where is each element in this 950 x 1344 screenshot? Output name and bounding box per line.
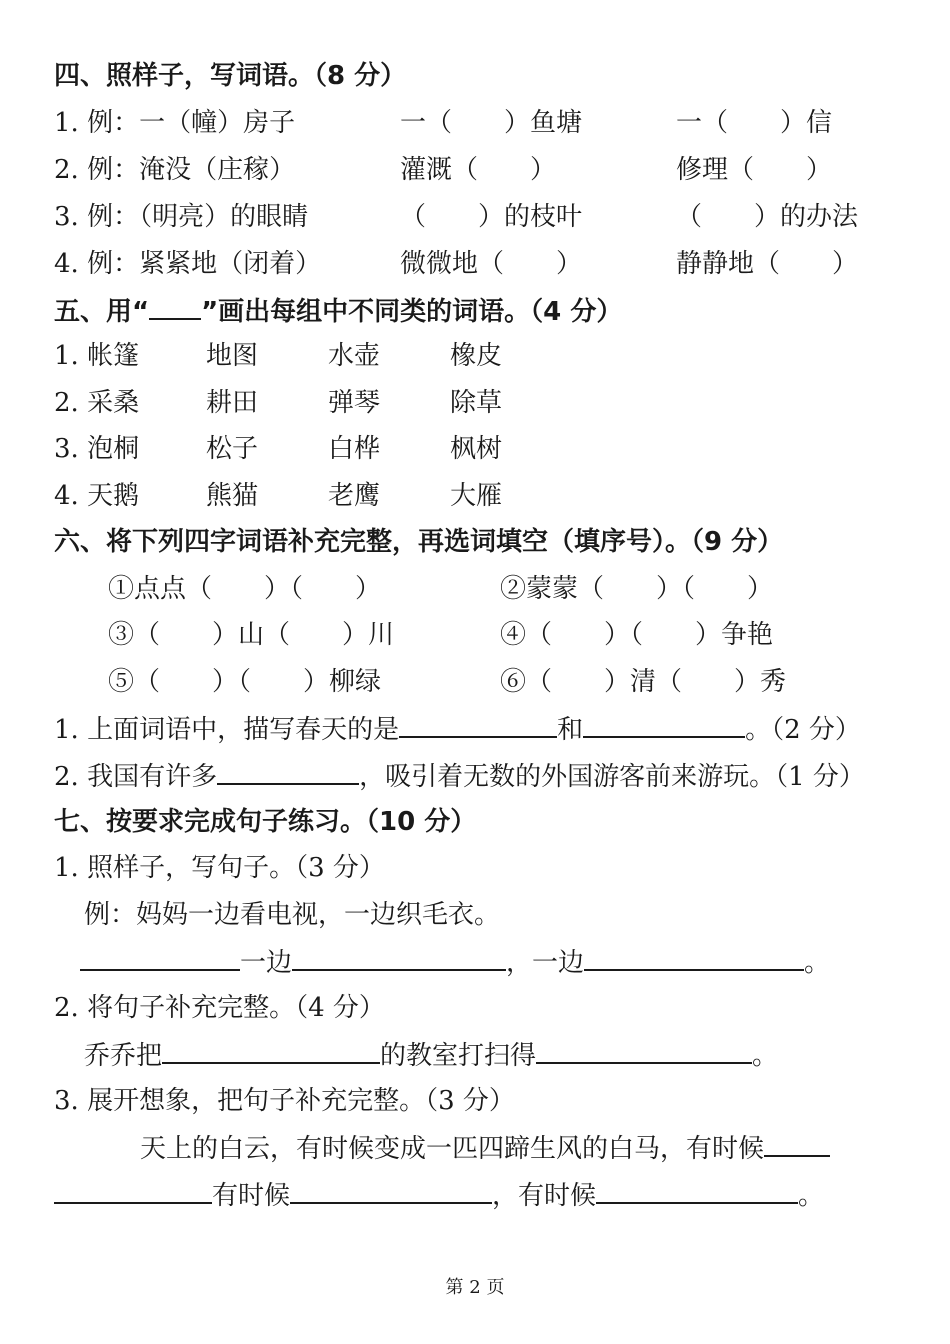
s4-row-3-blank-b: （ ）的办法 [676, 202, 859, 232]
s6-item: ⑤（ ）（ ）柳绿 [108, 667, 382, 697]
s7-q1-example: 例：妈妈一边看电视，一边织毛衣。 [84, 900, 501, 930]
s5-word: 1. 帐篷 [54, 341, 140, 371]
answer-blank[interactable] [80, 945, 240, 971]
s7-q3-part-b: ，有时候 [492, 1181, 597, 1211]
s6-q2-rest: ，吸引着无数的外国游客前来游玩。（1 分） [359, 762, 865, 792]
s6-q1-and: 和 [557, 715, 584, 745]
s5-word: 除草 [450, 388, 503, 418]
s6-q1-score: 。（2 分） [745, 715, 861, 745]
s6-q1-text: 1. 上面词语中，描写春天的是 [54, 715, 400, 745]
s7-q3-line-2 [54, 1178, 824, 1212]
s7-q1-part-b: ，一边 [506, 948, 585, 978]
s4-row-2-blank-a: 灌溉（ ） [400, 155, 557, 185]
s4-row-1-example: 1. 例：一（幢）房子 [54, 108, 296, 138]
s6-item: ④（ ）（ ）争艳 [500, 620, 774, 650]
s6-item: ⑥（ ）清（ ）秀 [500, 667, 787, 697]
section-5-title [54, 294, 622, 328]
s4-row-1-blank-a: 一（ ）鱼塘 [400, 108, 583, 138]
s7-q1-end: 。 [804, 948, 831, 978]
s7-q1-title: 1. 照样子，写句子。（3 分） [54, 853, 385, 883]
s5-word: 枫树 [450, 434, 503, 464]
s5-word: 白桦 [328, 434, 381, 464]
answer-blank[interactable] [54, 1178, 212, 1204]
s6-item: ①点点（ ）（ ） [108, 574, 382, 604]
answer-blank[interactable] [217, 759, 359, 785]
s6-item: ③（ ）山（ ）川 [108, 620, 395, 650]
s5-word: 弹琴 [328, 388, 381, 418]
s5-word: 水壶 [328, 341, 381, 371]
page-number: 第 2 页 [445, 1277, 505, 1298]
s6-question-2 [54, 759, 865, 793]
answer-blank[interactable] [290, 1178, 492, 1204]
s5-word: 大雁 [450, 481, 503, 511]
s7-q3-text: 天上的白云，有时候变成一匹四蹄生风的白马，有时候 [140, 1134, 765, 1164]
answer-blank[interactable] [584, 945, 804, 971]
s7-q1-part-a: 一边 [240, 948, 293, 978]
s5-word: 耕田 [206, 388, 259, 418]
s7-q2-text-a: 乔乔把 [84, 1041, 163, 1071]
s7-q2-end: 。 [752, 1041, 779, 1071]
s5-word: 3. 泡桐 [54, 434, 140, 464]
answer-blank[interactable] [536, 1038, 752, 1064]
s5-word: 4. 天鹅 [54, 481, 140, 511]
answer-blank[interactable] [399, 712, 557, 738]
s5-word: 橡皮 [450, 341, 503, 371]
s7-q1-answer-line [80, 945, 830, 979]
s4-row-2-blank-b: 修理（ ） [676, 155, 833, 185]
s7-q2-title: 2. 将句子补充完整。（4 分） [54, 993, 385, 1023]
section-6-title: 六、将下列四字词语补充完整，再选词填空（填序号）。（9 分） [54, 527, 784, 557]
s4-row-4-blank-b: 静静地（ ） [676, 249, 859, 279]
s7-q2-text-b: 的教室打扫得 [380, 1041, 537, 1071]
answer-blank[interactable] [292, 945, 506, 971]
s4-row-4-blank-a: 微微地（ ） [400, 249, 583, 279]
answer-blank[interactable] [764, 1131, 830, 1157]
section-4-title: 四、照样子，写词语。（8 分） [54, 61, 407, 91]
s6-q2-text: 2. 我国有许多 [54, 762, 218, 792]
s5-word: 2. 采桑 [54, 388, 140, 418]
s7-q2-answer-line [84, 1038, 778, 1072]
s4-row-4-example: 4. 例：紧紧地（闭着） [54, 249, 322, 279]
s5-word: 熊猫 [206, 481, 259, 511]
s6-question-1 [54, 712, 861, 746]
s5-word: 地图 [206, 341, 259, 371]
section-7-title: 七、按要求完成句子练习。（10 分） [54, 807, 477, 837]
s5-title-part-a: 五、用“ [54, 297, 150, 327]
s6-item: ②蒙蒙（ ）（ ） [500, 574, 774, 604]
s5-word: 松子 [206, 434, 259, 464]
answer-blank[interactable] [596, 1178, 798, 1204]
s4-row-3-example: 3. 例：（明亮）的眼睛 [54, 202, 309, 232]
s4-row-2-example: 2. 例：淹没（庄稼） [54, 155, 296, 185]
s4-row-3-blank-a: （ ）的枝叶 [400, 202, 583, 232]
s7-q3-end: 。 [798, 1181, 825, 1211]
s4-row-1-blank-b: 一（ ）信 [676, 108, 833, 138]
s5-word: 老鹰 [328, 481, 381, 511]
answer-blank[interactable] [162, 1038, 380, 1064]
answer-blank[interactable] [583, 712, 745, 738]
s7-q3-title: 3. 展开想象，把句子补充完整。（3 分） [54, 1086, 515, 1116]
s5-title-part-b: ”画出每组中不同类的词语。（4 分） [201, 297, 623, 327]
underline-sample [149, 294, 201, 320]
s7-q3-line-1 [140, 1131, 830, 1165]
s7-q3-part-a: 有时候 [212, 1181, 291, 1211]
